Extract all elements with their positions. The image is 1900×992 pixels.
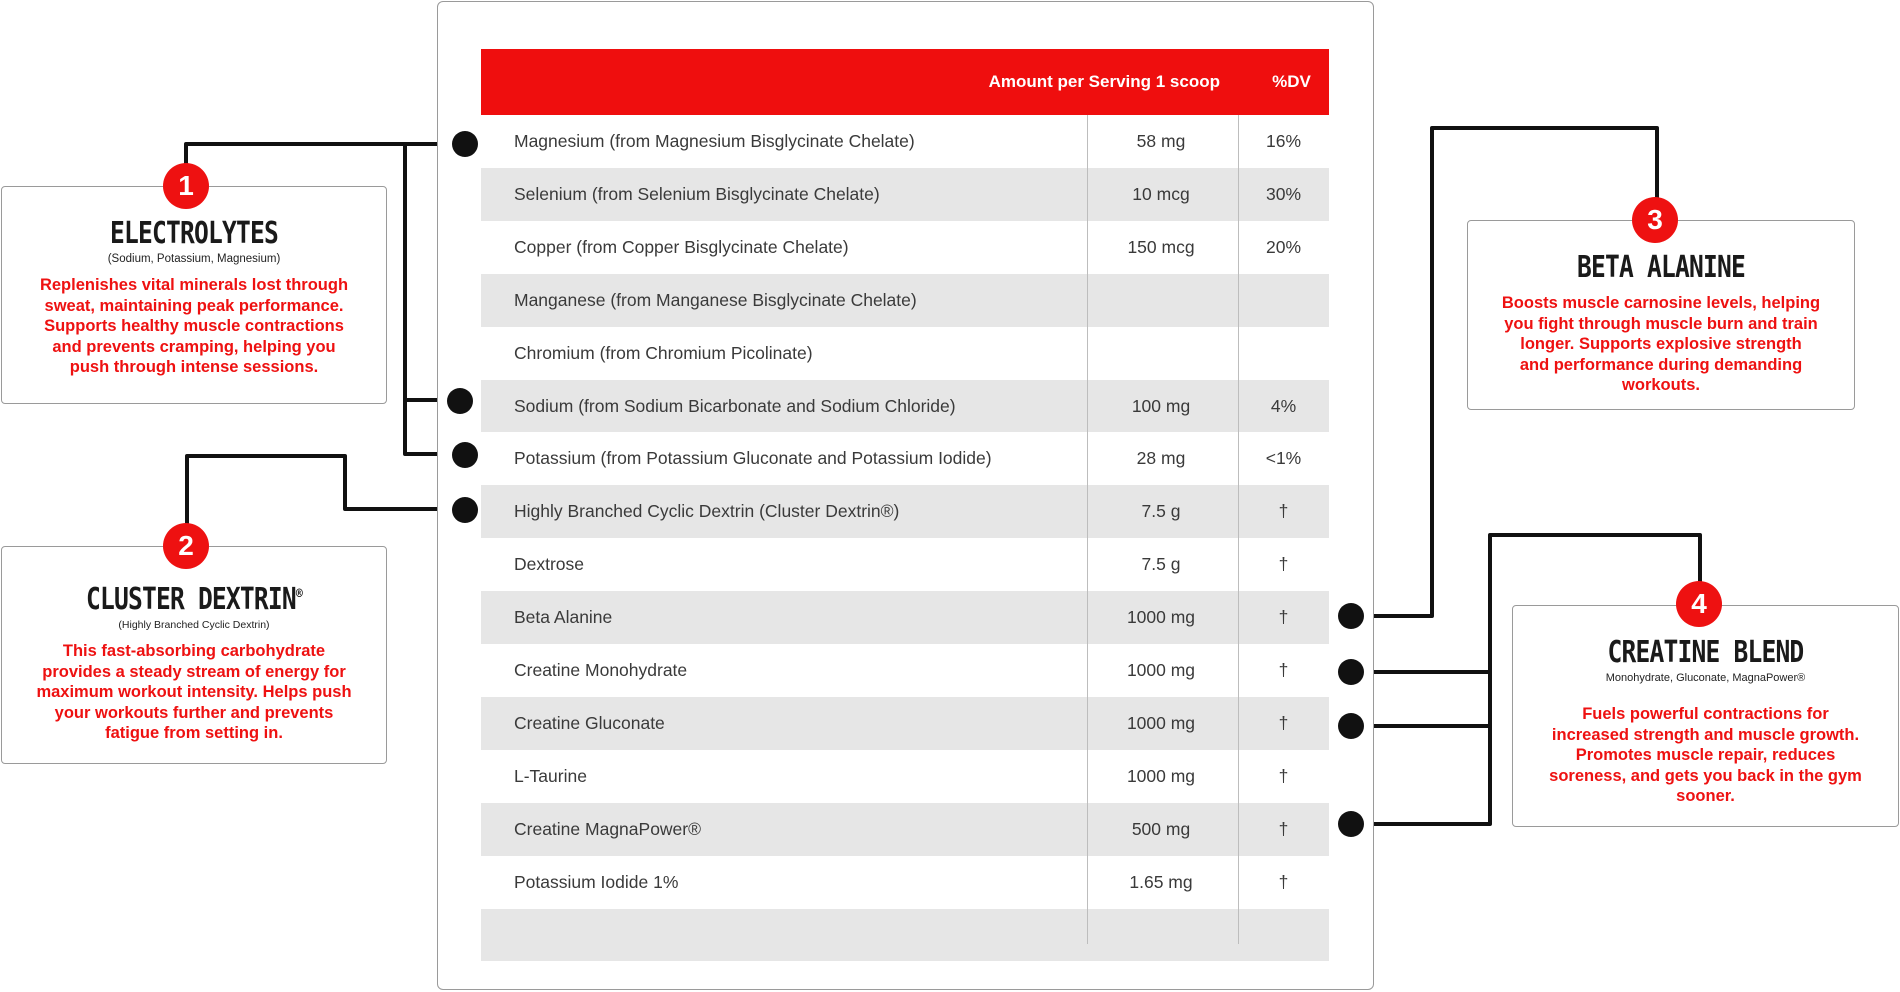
callout-description: Replenishes vital minerals lost through sweat, maintaining peak performance. Supports healthy muscle contractions and prevents cramping, helping you push through intense sessions. [39, 276, 349, 376]
callout-beta-alanine [1467, 220, 1855, 410]
nutrient-dv: † [1278, 501, 1289, 522]
nutrient-dv: 20% [1265, 236, 1302, 257]
nutrient-dv: † [1278, 871, 1289, 892]
table-row [481, 274, 1329, 327]
connector-cluster-dextrin [187, 456, 465, 530]
callout-title: CREATINE BLEND [1607, 635, 1804, 670]
nutrient-dv [1238, 909, 1329, 961]
header-dv: %DV [1272, 72, 1311, 91]
table-row [481, 909, 1329, 962]
connector-dot-beta-alanine [1338, 603, 1364, 629]
nutrient-amount: 150 mcg [1127, 236, 1195, 257]
column-divider-dv [1238, 115, 1239, 944]
table-row [481, 644, 1329, 697]
nutrient-dv: † [1278, 765, 1289, 786]
nutrient-amount [1086, 274, 1236, 326]
callout-subtitle: (Sodium, Potassium, Magnesium) [107, 253, 281, 265]
connector-dot-potassium [452, 442, 478, 468]
nutrient-amount [1086, 909, 1236, 961]
nutrient-amount: 28 mg [1136, 448, 1186, 469]
nutrient-name: Creatine MagnaPower® [514, 818, 702, 839]
nutrient-amount: 58 mg [1136, 131, 1186, 151]
nutrient-name: Potassium Iodide 1% [514, 871, 679, 892]
table-row [481, 538, 1329, 591]
callout-subtitle: (Highly Branched Cyclic Dextrin) [118, 619, 270, 631]
callout-subtitle: Monohydrate, Gluconate, MagnaPower® [1605, 672, 1806, 684]
column-divider-amount [1087, 115, 1088, 944]
nutrient-dv: † [1278, 660, 1289, 680]
nutrient-name: L-Taurine [514, 765, 587, 786]
table-row [481, 327, 1329, 380]
connector-dot-creatine-gluconate [1338, 713, 1364, 739]
table-row [481, 803, 1329, 856]
nutrient-dv: † [1278, 712, 1289, 733]
nutrient-name: Manganese (from Manganese Bisglycinate Chelate) [514, 289, 917, 310]
number-badge-4: 4 [1676, 581, 1722, 627]
connector-dot-magnesium [452, 131, 478, 157]
callout-description: Fuels powerful contractions for increased strength and muscle growth. Promotes muscle repair, reduces soreness, and gets you back in the gym sooner. [1549, 705, 1862, 805]
callout-cluster-dextrin [1, 546, 387, 764]
nutrient-amount: 1000 mg [1126, 712, 1196, 733]
nutrient-amount: 1000 mg [1126, 660, 1196, 680]
nutrient-amount: 7.5 g [1141, 554, 1181, 575]
callout-description: Boosts muscle carnosine levels, helping you fight through muscle burn and train longer. Supports explosive strength and performance during demanding workouts. [1501, 294, 1821, 394]
number-badge-1: 1 [163, 163, 209, 209]
table-row [481, 750, 1329, 803]
connector-dot-cluster-dextrin [452, 497, 478, 523]
number-badge-2: 2 [163, 523, 209, 569]
table-row [481, 432, 1329, 485]
nutrient-name: Creatine Monohydrate [514, 660, 688, 680]
nutrient-name: Magnesium (from Magnesium Bisglycinate Chelate) [514, 131, 915, 151]
connector-dot-sodium [447, 388, 473, 414]
header-amount: Amount per Serving 1 scoop [988, 72, 1220, 91]
nutrient-name: Dextrose [514, 554, 585, 575]
nutrient-dv: 4% [1270, 395, 1297, 416]
nutrient-amount: 1000 mg [1126, 765, 1196, 786]
nutrient-amount: 1.65 mg [1129, 871, 1193, 892]
nutrient-dv [1238, 274, 1329, 326]
callout-electrolytes [1, 186, 387, 404]
number-badge-3: 3 [1632, 197, 1678, 243]
nutrient-name: Sodium (from Sodium Bicarbonate and Sodium Chloride) [514, 395, 956, 416]
nutrient-dv [1238, 327, 1329, 379]
nutrient-amount: 7.5 g [1141, 501, 1181, 522]
nutrient-name: Beta Alanine [514, 607, 613, 628]
table-row [481, 591, 1329, 644]
table-row [481, 485, 1329, 538]
nutrient-dv: <1% [1265, 448, 1302, 469]
nutrient-dv: † [1278, 607, 1289, 628]
connector-dot-creatine-magnapower [1338, 811, 1364, 837]
callout-title: CLUSTER DEXTRIN® [86, 582, 302, 617]
table-row [481, 221, 1329, 274]
table-row [481, 380, 1329, 433]
nutrient-amount: 1000 mg [1126, 607, 1196, 628]
table-row [481, 697, 1329, 750]
callout-title: ELECTROLYTES [110, 216, 278, 251]
nutrient-name: Chromium (from Chromium Picolinate) [514, 342, 813, 363]
table-row [481, 856, 1329, 909]
table-row [481, 168, 1329, 221]
nutrient-dv: † [1278, 818, 1289, 839]
nutrient-amount: 10 mcg [1132, 183, 1190, 204]
callout-description: This fast-absorbing carbohydrate provides a steady stream of energy for maximum workout intensity. Helps push your workouts further and prevents fatigue from setting in. [36, 642, 352, 742]
nutrient-amount [1086, 327, 1236, 379]
nutrient-name: Potassium (from Potassium Gluconate and Potassium Iodide) [514, 448, 992, 469]
table-header [481, 49, 1329, 115]
nutrient-amount: 500 mg [1131, 818, 1191, 839]
nutrient-dv: 16% [1265, 131, 1302, 151]
nutrient-name: Copper (from Copper Bisglycinate Chelate) [514, 236, 849, 257]
nutrient-name: Highly Branched Cyclic Dextrin (Cluster Dextrin®) [514, 501, 900, 522]
nutrient-dv: 30% [1265, 183, 1302, 204]
connector-dot-creatine-monohydrate [1338, 659, 1364, 685]
nutrient-name: Creatine Gluconate [514, 712, 665, 733]
callout-creatine-blend [1512, 605, 1899, 827]
table-row [481, 115, 1329, 168]
callout-title: BETA ALANINE [1577, 250, 1745, 285]
nutrient-amount: 100 mg [1131, 395, 1191, 416]
nutrient-name: Selenium (from Selenium Bisglycinate Chelate) [514, 183, 880, 204]
nutrient-dv: † [1278, 554, 1289, 575]
